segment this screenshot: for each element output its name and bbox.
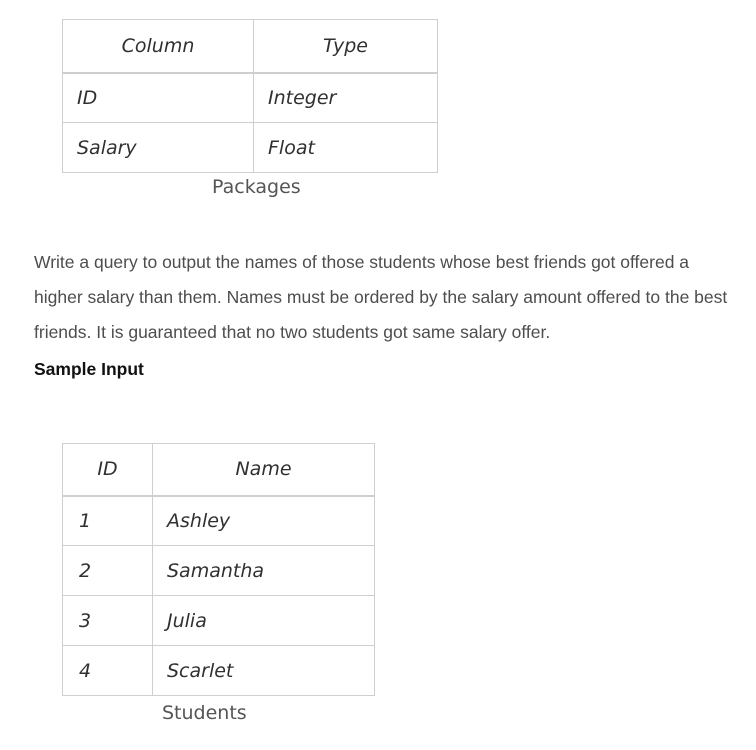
type-header: Type xyxy=(254,20,438,73)
packages-caption: Packages xyxy=(212,176,301,198)
table-row xyxy=(63,73,438,123)
name-cell: Julia xyxy=(153,596,375,646)
sample-input-heading: Sample Input xyxy=(34,359,144,379)
name-cell: Samantha xyxy=(153,546,375,596)
id-cell: 2 xyxy=(63,546,153,596)
table-row xyxy=(63,596,375,646)
table-header-row xyxy=(63,444,375,496)
name-header: Name xyxy=(153,444,375,496)
id-cell: 1 xyxy=(63,496,153,546)
id-header: ID xyxy=(63,444,153,496)
table-header-row xyxy=(63,20,438,73)
table-row xyxy=(63,646,375,696)
id-cell: 4 xyxy=(63,646,153,696)
table-row xyxy=(63,496,375,546)
table-row xyxy=(63,546,375,596)
name-cell: Scarlet xyxy=(153,646,375,696)
packages-schema-table xyxy=(62,19,438,173)
students-table xyxy=(62,443,375,696)
table-row xyxy=(63,123,438,173)
type-cell: Integer xyxy=(254,73,438,123)
column-header: Column xyxy=(63,20,254,73)
id-cell: 3 xyxy=(63,596,153,646)
type-cell: Float xyxy=(254,123,438,173)
column-cell: ID xyxy=(63,73,254,123)
name-cell: Ashley xyxy=(153,496,375,546)
problem-description: Write a query to output the names of those students whose best friends got offered a higher salary than them. Names must be ordered by the salary amount offered to the best friends. It is guaranteed that no two students got same salary offer. xyxy=(34,252,728,342)
column-cell: Salary xyxy=(63,123,254,173)
students-caption: Students xyxy=(162,702,247,724)
